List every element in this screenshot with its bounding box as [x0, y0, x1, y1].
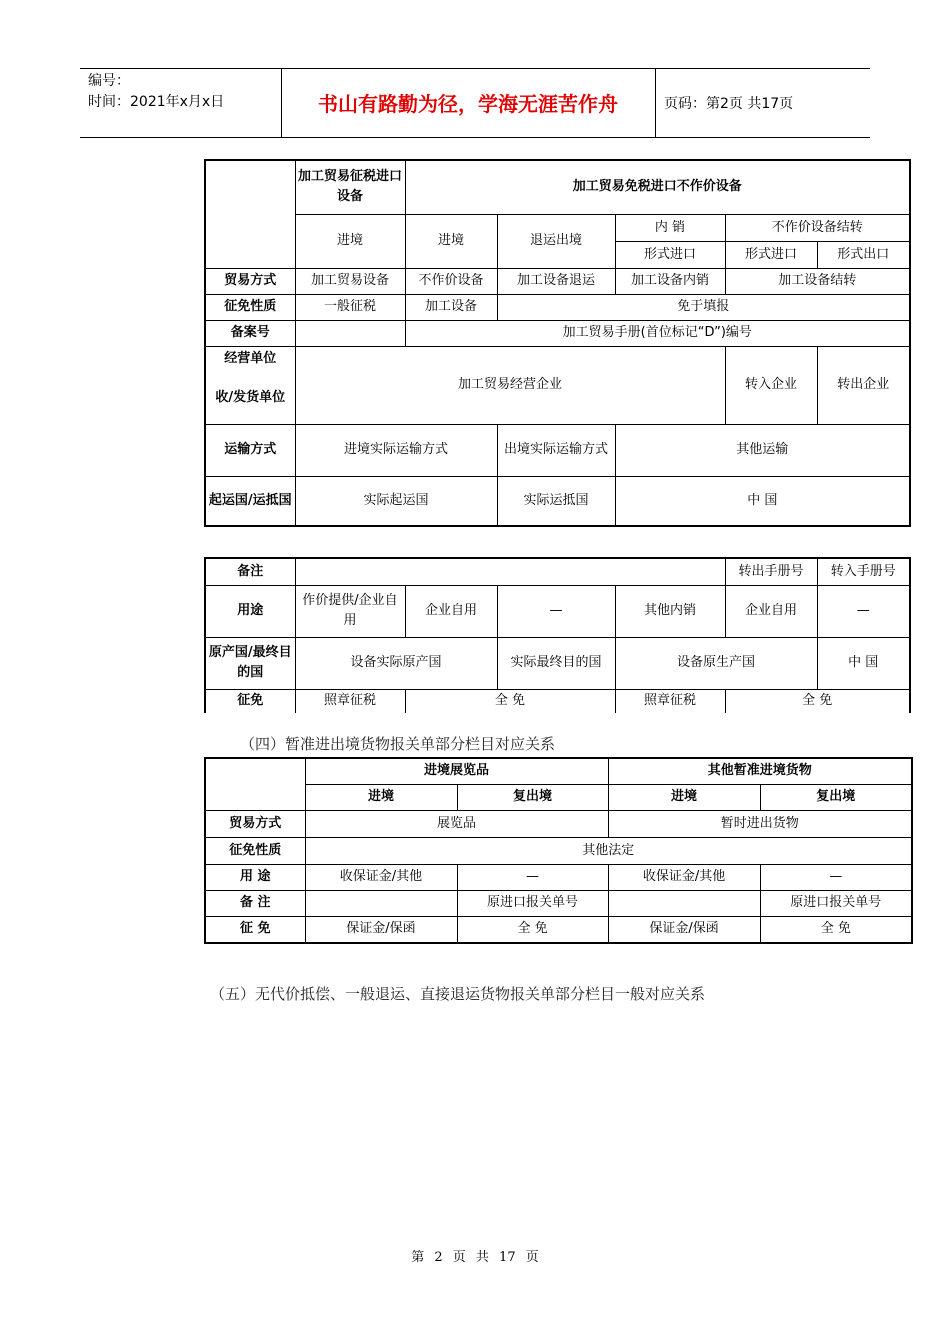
table-cell: 进境实际运输方式 — [295, 424, 497, 476]
table-cell: 暂时进出货物 — [608, 810, 912, 837]
row-label-levy-nature: 征免性质 — [205, 837, 305, 864]
table-cell: 企业自用 — [405, 585, 497, 637]
row-label-record-number: 备案号 — [205, 320, 295, 346]
header-return-export: 退运出境 — [497, 214, 615, 268]
table-cell: 加工贸易设备 — [295, 268, 405, 294]
table-cell: 设备原生产国 — [615, 637, 817, 689]
table-corner — [205, 758, 305, 810]
table-cell: 收保证金/其他 — [608, 864, 760, 890]
table-corner — [205, 160, 295, 268]
row-label-transport-mode: 运输方式 — [205, 424, 295, 476]
table-cell: — — [457, 864, 608, 890]
table-cell: 实际运抵国 — [497, 476, 615, 526]
table-cell: 其他运输 — [615, 424, 910, 476]
table-cell: 其他内销 — [615, 585, 725, 637]
table-cell: 免于填报 — [497, 294, 910, 320]
section-heading-5: （五）无代价抵偿、一般退运、直接退运货物报关单部分栏目一般对应关系 — [210, 985, 706, 1003]
row-label-use: 用 途 — [205, 864, 305, 890]
document-date-label: 时间：2021年x月x日 — [88, 94, 225, 110]
document-number-label: 编号： — [88, 73, 130, 89]
row-label-country: 起运国/运抵国 — [205, 476, 295, 526]
table-cell: 原进口报关单号 — [457, 890, 608, 916]
header-reexport: 复出境 — [760, 784, 912, 810]
header-formal-import: 形式进口 — [615, 241, 725, 268]
row-label-operator: 经营单位 — [205, 346, 295, 372]
table-cell: 转出手册号 — [725, 558, 817, 585]
table-cell: 全 免 — [760, 916, 912, 943]
row-label-remark: 备 注 — [205, 890, 305, 916]
table-cell: 中 国 — [817, 637, 910, 689]
section-heading-4: （四）暂准进出境货物报关单部分栏目对应关系 — [240, 735, 556, 753]
header-motto: 书山有路勤为径，学海无涯苦作舟 — [318, 92, 618, 116]
table-cell: 加工设备内销 — [615, 268, 725, 294]
table-cell: 收保证金/其他 — [305, 864, 457, 890]
header-formal-export: 形式出口 — [817, 241, 910, 268]
table-cell: — — [760, 864, 912, 890]
header-entry: 进境 — [608, 784, 760, 810]
row-label-trade-mode: 贸易方式 — [205, 268, 295, 294]
table-cell: 照章征税 — [615, 689, 725, 713]
table-cell: 加工设备 — [405, 294, 497, 320]
header-other-temporary-goods: 其他暂准进境货物 — [608, 758, 912, 784]
table-cell: 照章征税 — [295, 689, 405, 713]
processing-trade-equipment-table-continued — [204, 557, 911, 713]
page-header — [80, 68, 870, 138]
row-label-levy-nature: 征免性质 — [205, 294, 295, 320]
header-domestic-sale: 内 销 — [615, 214, 725, 241]
table-cell: 保证金/保函 — [305, 916, 457, 943]
header-exhibits: 进境展览品 — [305, 758, 608, 784]
table-cell: 其他法定 — [305, 837, 912, 864]
header-taxed-equipment: 加工贸易征税进口设备 — [295, 160, 405, 214]
table-cell: 转入企业 — [725, 346, 817, 424]
row-label-exemption: 征免 — [205, 689, 295, 713]
row-label-remark: 备注 — [205, 558, 295, 585]
header-entry: 进境 — [405, 214, 497, 268]
table-cell: 原进口报关单号 — [760, 890, 912, 916]
table-cell: 加工贸易经营企业 — [295, 346, 725, 424]
table-cell: 加工设备结转 — [725, 268, 910, 294]
table-cell — [305, 890, 457, 916]
temporary-import-export-table — [204, 757, 913, 944]
header-reexport: 复出境 — [457, 784, 608, 810]
header-page-number: 页码：第2页 共17页 — [664, 96, 794, 112]
header-meta — [88, 71, 283, 113]
table-cell: 作价提供/企业自用 — [295, 585, 405, 637]
header-equipment-transfer: 不作价设备结转 — [725, 214, 910, 241]
page-footer: 第 2 页 共 17 页 — [411, 1250, 539, 1265]
table-cell — [608, 890, 760, 916]
row-label-consignee: 收/发货单位 — [205, 372, 295, 424]
row-label-exemption: 征 免 — [205, 916, 305, 943]
table-cell: 全 免 — [725, 689, 910, 713]
table-cell: 保证金/保函 — [608, 916, 760, 943]
table-cell: 不作价设备 — [405, 268, 497, 294]
table-cell: 企业自用 — [725, 585, 817, 637]
processing-trade-equipment-table — [204, 159, 911, 527]
table-cell: 全 免 — [405, 689, 615, 713]
table-cell: 中 国 — [615, 476, 910, 526]
table-cell: 展览品 — [305, 810, 608, 837]
table-cell — [295, 320, 405, 346]
table-cell: 转入手册号 — [817, 558, 910, 585]
row-label-origin-country: 原产国/最终目的国 — [205, 637, 295, 689]
row-label-trade-mode: 贸易方式 — [205, 810, 305, 837]
table-cell: 全 免 — [457, 916, 608, 943]
header-formal-import: 形式进口 — [725, 241, 817, 268]
header-entry: 进境 — [305, 784, 457, 810]
header-divider — [655, 69, 656, 137]
table-cell: 加工贸易手册(首位标记“D”)编号 — [405, 320, 910, 346]
table-cell: 设备实际原产国 — [295, 637, 497, 689]
header-free-equipment: 加工贸易免税进口不作价设备 — [405, 160, 910, 214]
header-entry: 进境 — [295, 214, 405, 268]
row-label-use: 用途 — [205, 585, 295, 637]
table-cell: — — [497, 585, 615, 637]
table-cell: 出境实际运输方式 — [497, 424, 615, 476]
table-cell: — — [817, 585, 910, 637]
table-cell — [295, 558, 725, 585]
table-cell: 加工设备退运 — [497, 268, 615, 294]
table-cell: 一般征税 — [295, 294, 405, 320]
table-cell: 实际起运国 — [295, 476, 497, 526]
table-cell: 实际最终目的国 — [497, 637, 615, 689]
table-cell: 转出企业 — [817, 346, 910, 424]
